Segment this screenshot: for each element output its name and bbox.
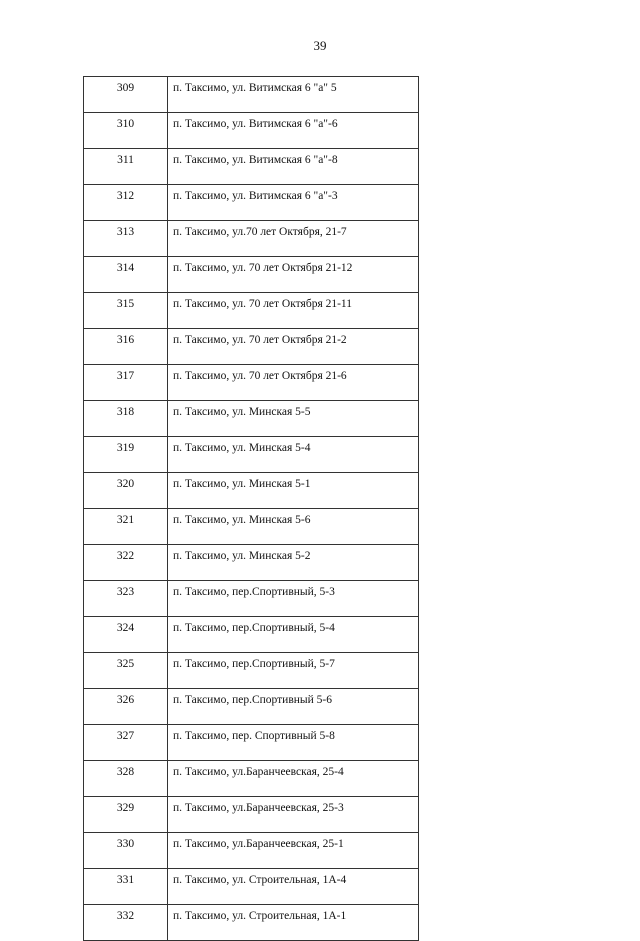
table-row [84, 401, 419, 437]
row-number: 314 [84, 257, 168, 293]
table-row [84, 365, 419, 401]
table-row [84, 437, 419, 473]
table-row [84, 689, 419, 725]
table-row [84, 293, 419, 329]
row-number: 310 [84, 113, 168, 149]
row-number: 326 [84, 689, 168, 725]
row-number: 309 [84, 77, 168, 113]
table-row [84, 797, 419, 833]
row-number: 320 [84, 473, 168, 509]
row-number: 325 [84, 653, 168, 689]
table-row [84, 653, 419, 689]
row-number: 317 [84, 365, 168, 401]
address-table [83, 76, 419, 941]
row-number: 318 [84, 401, 168, 437]
row-address: п. Таксимо, ул. Минская 5-4 [168, 437, 419, 473]
row-address: п. Таксимо, ул. Витимская 6 "а"-6 [168, 113, 419, 149]
row-address: п. Таксимо, ул. 70 лет Октября 21-6 [168, 365, 419, 401]
table-row [84, 149, 419, 185]
row-address: п. Таксимо, ул.Баранчеевская, 25-1 [168, 833, 419, 869]
row-address: п. Таксимо, ул. Минская 5-2 [168, 545, 419, 581]
table-row [84, 77, 419, 113]
table-row [84, 581, 419, 617]
table-row [84, 221, 419, 257]
row-number: 324 [84, 617, 168, 653]
row-address: п. Таксимо, пер.Спортивный, 5-3 [168, 581, 419, 617]
row-address: п. Таксимо, ул. Минская 5-5 [168, 401, 419, 437]
row-number: 319 [84, 437, 168, 473]
row-number: 330 [84, 833, 168, 869]
table-row [84, 185, 419, 221]
table-row [84, 473, 419, 509]
address-table-body [84, 77, 419, 941]
row-address: п. Таксимо, ул. Строительная, 1А-1 [168, 905, 419, 941]
table-row [84, 257, 419, 293]
row-address: п. Таксимо, ул.Баранчеевская, 25-4 [168, 761, 419, 797]
table-row [84, 833, 419, 869]
row-address: п. Таксимо, ул. 70 лет Октября 21-12 [168, 257, 419, 293]
table-row [84, 545, 419, 581]
row-number: 327 [84, 725, 168, 761]
row-address: п. Таксимо, пер.Спортивный, 5-4 [168, 617, 419, 653]
row-address: п. Таксимо, пер. Спортивный 5-8 [168, 725, 419, 761]
row-number: 315 [84, 293, 168, 329]
row-address: п. Таксимо, пер.Спортивный 5-6 [168, 689, 419, 725]
row-number: 328 [84, 761, 168, 797]
row-address: п. Таксимо, ул. 70 лет Октября 21-2 [168, 329, 419, 365]
row-address: п. Таксимо, ул. Строительная, 1А-4 [168, 869, 419, 905]
row-address: п. Таксимо, ул. Витимская 6 "а"-3 [168, 185, 419, 221]
row-address: п. Таксимо, ул. Витимская 6 "а" 5 [168, 77, 419, 113]
row-address: п. Таксимо, пер.Спортивный, 5-7 [168, 653, 419, 689]
row-number: 322 [84, 545, 168, 581]
row-number: 331 [84, 869, 168, 905]
row-address: п. Таксимо, ул.Баранчеевская, 25-3 [168, 797, 419, 833]
row-address: п. Таксимо, ул. Минская 5-6 [168, 509, 419, 545]
table-row [84, 869, 419, 905]
row-address: п. Таксимо, ул. 70 лет Октября 21-11 [168, 293, 419, 329]
row-number: 329 [84, 797, 168, 833]
table-row [84, 329, 419, 365]
table-row [84, 617, 419, 653]
row-number: 316 [84, 329, 168, 365]
row-number: 321 [84, 509, 168, 545]
row-address: п. Таксимо, ул.70 лет Октября, 21-7 [168, 221, 419, 257]
row-number: 323 [84, 581, 168, 617]
row-number: 332 [84, 905, 168, 941]
table-row [84, 905, 419, 941]
row-address: п. Таксимо, ул. Минская 5-1 [168, 473, 419, 509]
table-row [84, 761, 419, 797]
row-number: 312 [84, 185, 168, 221]
row-number: 311 [84, 149, 168, 185]
row-number: 313 [84, 221, 168, 257]
row-address: п. Таксимо, ул. Витимская 6 "а"-8 [168, 149, 419, 185]
page-number: 39 [313, 38, 327, 53]
table-row [84, 509, 419, 545]
table-row [84, 113, 419, 149]
table-row [84, 725, 419, 761]
